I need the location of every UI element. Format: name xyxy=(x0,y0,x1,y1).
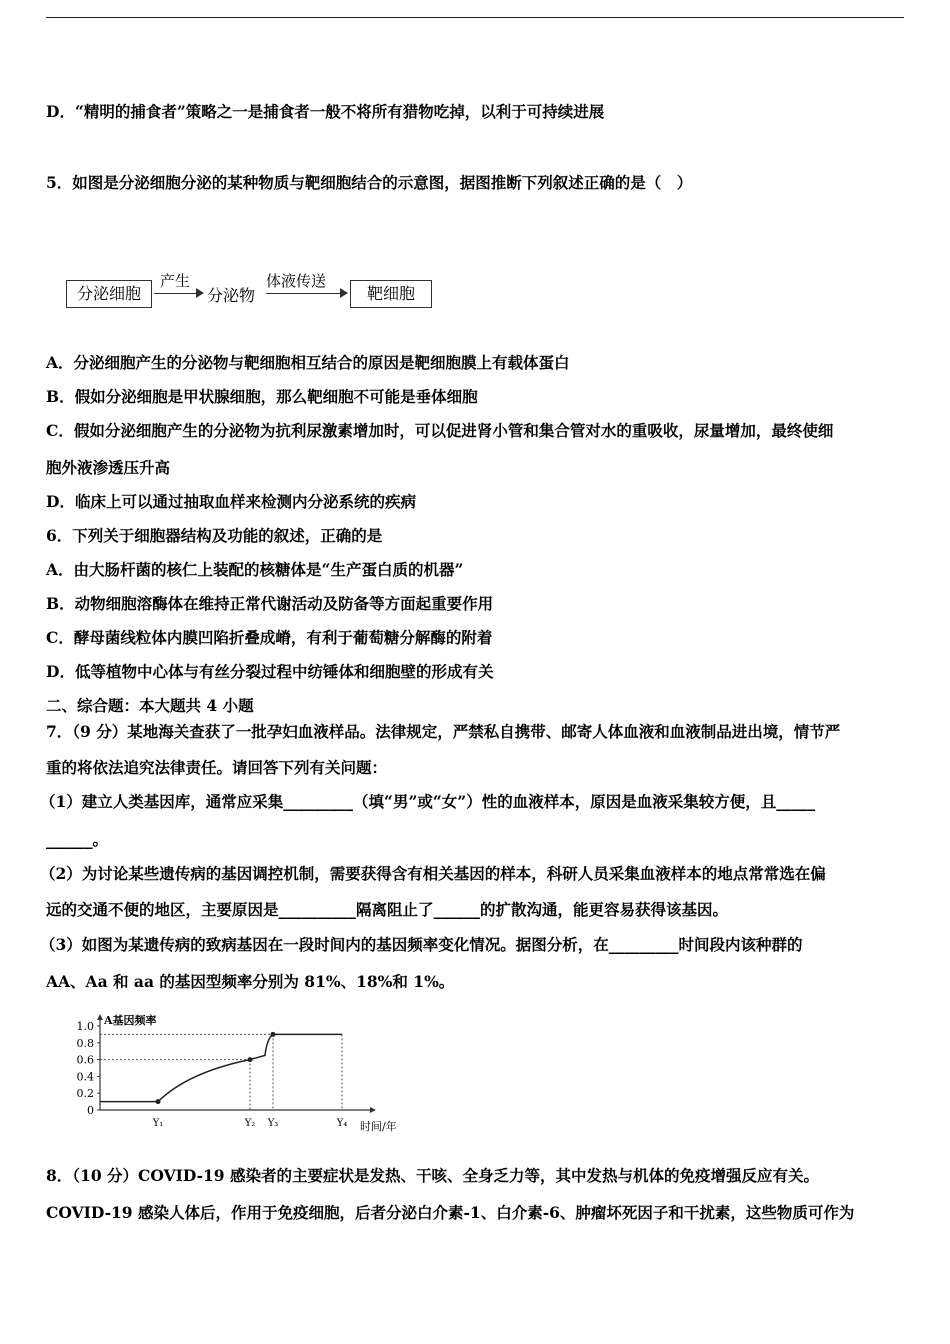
option-4d: D．“精明的捕食者”策略之一是捕食者一般不将所有猎物吃掉，以利于可持续进展 xyxy=(46,102,605,121)
arrow-label-produce: 产生 xyxy=(160,272,191,290)
x-axis-label: 时间/年 xyxy=(360,1120,397,1133)
y-tick-label: 0.8 xyxy=(76,1036,94,1050)
y-tick-label: 0 xyxy=(87,1104,94,1117)
y-tick-label: 1.0 xyxy=(76,1020,94,1033)
question-8-line1: 8．（10 分）COVID-19 感染者的主要症状是发热、干咳、全身乏力等，其中发热与机体的免疫增强反应有关。 xyxy=(46,1166,819,1185)
secretory-cell-box: 分泌细胞 xyxy=(66,280,152,308)
gene-frequency-chart xyxy=(60,1012,420,1137)
question-7-part1-line1: （1）建立人类基因库，通常应采集_________（填“男”或“女”）性的血液样本，原因是血液采集较方便，且_____ xyxy=(40,792,815,811)
option-6b: B．动物细胞溶酶体在维持正常代谢活动及防备等方面起重要作用 xyxy=(46,594,494,613)
x-axis-arrow xyxy=(370,1107,376,1113)
option-6c: C．酵母菌线粒体内膜凹陷折叠成嵴，有利于葡萄糖分解酶的附着 xyxy=(46,628,493,647)
question-8-line2: COVID-19 感染人体后，作用于免疫细胞，后者分泌白介素-1、白介素-6、肿瘤坏死因子和干扰素，这些物质可作为 xyxy=(46,1203,855,1222)
arrow-label-transport: 体液传送 xyxy=(266,272,327,290)
gene-frequency-chart-svg xyxy=(60,1012,420,1137)
target-cell-box: 靶细胞 xyxy=(350,280,432,308)
question-7-part3-line1: （3）如图为某遗传病的致病基因在一段时间内的基因频率变化情况。据图分析，在_________时间段内该种群的 xyxy=(40,935,803,954)
arrow-head-2 xyxy=(340,288,348,298)
option-5a: A．分泌细胞产生的分泌物与靶细胞相互结合的原因是靶细胞膜上有载体蛋白 xyxy=(46,353,570,372)
secretion-flow-diagram xyxy=(66,270,446,315)
question-7-part2-line2: 远的交通不便的地区，主要原因是__________隔离阻止了______的扩散沟通，能更容易获得该基因。 xyxy=(46,900,729,919)
data-point xyxy=(248,1057,253,1062)
arrow-head-1 xyxy=(196,288,204,298)
arrow-line-2 xyxy=(266,293,340,294)
x-tick-label: Y₁ xyxy=(152,1118,164,1129)
data-point xyxy=(156,1099,161,1104)
y-tick-label: 0.4 xyxy=(76,1070,94,1084)
top-rule xyxy=(46,17,904,18)
option-5c-line2: 胞外液渗透压升高 xyxy=(46,458,171,477)
question-6-stem: 6．下列关于细胞器结构及功能的叙述，正确的是 xyxy=(46,526,383,545)
x-tick-label: Y₄ xyxy=(336,1118,348,1129)
x-tick-label: Y₃ xyxy=(267,1118,279,1129)
y-axis-label: A基因频率 xyxy=(104,1014,157,1027)
frequency-series-line xyxy=(100,1034,342,1101)
question-7-part2-line1: （2）为讨论某些遗传病的基因调控机制，需要获得含有相关基因的样本，科研人员采集血液样本的地点常常选在偏 xyxy=(40,864,826,883)
option-5b: B．假如分泌细胞是甲状腺细胞，那么靶细胞不可能是垂体细胞 xyxy=(46,387,478,406)
y-axis-arrow xyxy=(97,1014,103,1020)
question-7-part3-line2: AA、Aa 和 aa 的基因型频率分别为 81%、18%和 1%。 xyxy=(46,972,455,991)
section-2-heading: 二、综合题：本大题共 4 小题 xyxy=(46,696,254,715)
y-tick-label: 0.2 xyxy=(76,1087,94,1101)
question-7-line1: 7．（9 分）某地海关查获了一批孕妇血液样品。法律规定，严禁私自携带、邮寄人体血液和血液制品进出境，情节严 xyxy=(46,722,841,741)
question-7-line2: 重的将依法追究法律责任。请回答下列有关问题： xyxy=(46,758,388,777)
option-6d: D．低等植物中心体与有丝分裂过程中纺锤体和细胞壁的形成有关 xyxy=(46,662,494,681)
x-tick-label: Y₂ xyxy=(244,1118,256,1129)
question-5-stem: 5．如图是分泌细胞分泌的某种物质与靶细胞结合的示意图，据图推断下列叙述正确的是（ ） xyxy=(46,173,693,192)
arrow-line-1 xyxy=(154,293,196,294)
y-tick-label: 0.6 xyxy=(76,1053,94,1067)
question-7-part1-line2: ______。 xyxy=(46,830,109,849)
option-5d: D．临床上可以通过抽取血样来检测内分泌系统的疾病 xyxy=(46,492,416,511)
secretion-label: 分泌物 xyxy=(207,286,256,305)
option-5c-line1: C．假如分泌细胞产生的分泌物为抗利尿激素增加时，可以促进肾小管和集合管对水的重吸收，尿量增加，最终使细 xyxy=(46,421,834,440)
data-point xyxy=(271,1032,276,1037)
option-6a: A．由大肠杆菌的核仁上装配的核糖体是“生产蛋白质的机器” xyxy=(46,560,464,579)
